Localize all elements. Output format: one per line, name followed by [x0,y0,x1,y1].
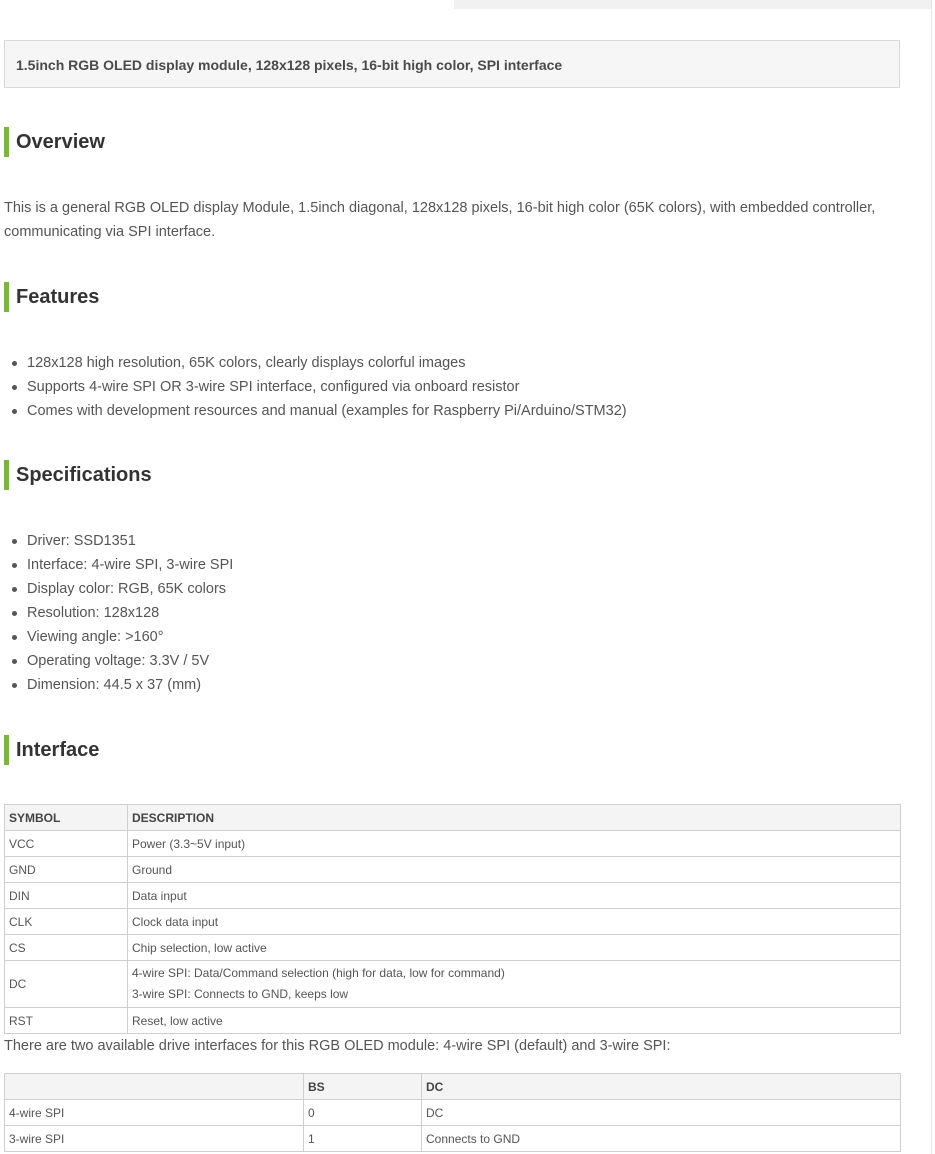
pin-description: Data input [128,883,901,909]
column-header-symbol: SYMBOL [5,805,128,831]
list-item: Viewing angle: >160° [4,625,233,649]
table-row [5,1126,901,1152]
pin-symbol: RST [5,1008,128,1034]
table-row [5,1008,901,1034]
column-header-bs: BS [304,1074,422,1100]
overview-heading: Overview [4,127,105,157]
mode-name: 4-wire SPI [5,1100,304,1126]
pin-symbol: CLK [5,909,128,935]
pin-description: Power (3.3~5V input) [128,831,901,857]
list-item: Comes with development resources and manual (examples for Raspberry Pi/Arduino/STM32) [4,399,627,423]
table-header-row [5,805,901,831]
pin-description-line: 4-wire SPI: Data/Command selection (high for data, low for command) [132,966,505,980]
table-row [5,1100,901,1126]
table-row [5,857,901,883]
table-row [5,935,901,961]
table-header-row [5,1074,901,1100]
list-item: Display color: RGB, 65K colors [4,577,233,601]
table-row [5,909,901,935]
table-row [5,961,901,1008]
pin-description: Chip selection, low active [128,935,901,961]
mode-name: 3-wire SPI [5,1126,304,1152]
list-item: Supports 4-wire SPI OR 3-wire SPI interface, configured via onboard resistor [4,375,627,399]
list-item: 128x128 high resolution, 65K colors, clearly displays colorful images [4,351,627,375]
pin-symbol: CS [5,935,128,961]
list-item: Resolution: 128x128 [4,601,233,625]
pin-symbol: VCC [5,831,128,857]
pin-symbol: GND [5,857,128,883]
overview-text: This is a general RGB OLED display Module, 1.5inch diagonal, 128x128 pixels, 16-bit high color (65K colors), with embedded controller, communicating via SPI interface. [4,200,876,240]
features-list [4,351,627,423]
column-header-description: DESCRIPTION [128,805,901,831]
pin-symbol: DC [5,961,128,1008]
pin-symbol: DIN [5,883,128,909]
list-item: Interface: 4-wire SPI, 3-wire SPI [4,553,233,577]
product-summary: 1.5inch RGB OLED display module, 128x128 pixels, 16-bit high color, SPI interface [4,40,900,88]
mode-table [4,1073,901,1152]
page-edge-rule [931,0,932,1154]
pin-description: Clock data input [128,909,901,935]
mode-dc: Connects to GND [422,1126,901,1152]
list-item: Operating voltage: 3.3V / 5V [4,649,233,673]
mode-bs: 1 [304,1126,422,1152]
pin-description: Ground [128,857,901,883]
mode-bs: 0 [304,1100,422,1126]
specifications-heading: Specifications [4,460,152,490]
table-row [5,831,901,857]
list-item: Driver: SSD1351 [4,529,233,553]
column-header-dc: DC [422,1074,901,1100]
features-heading: Features [4,282,99,312]
pin-description: Reset, low active [128,1008,901,1034]
column-header-mode [5,1074,304,1100]
table-row [5,883,901,909]
mode-dc: DC [422,1100,901,1126]
specifications-list [4,529,233,697]
pin-description-line: 3-wire SPI: Connects to GND, keeps low [132,987,349,1001]
top-strip [454,0,932,9]
interface-note: There are two available drive interfaces for this RGB OLED module: 4-wire SPI (default) and 3-wire SPI: [4,1038,671,1054]
interface-heading: Interface [4,735,99,765]
pin-table [4,804,901,1034]
list-item: Dimension: 44.5 x 37 (mm) [4,673,233,697]
pin-description [128,961,901,1008]
